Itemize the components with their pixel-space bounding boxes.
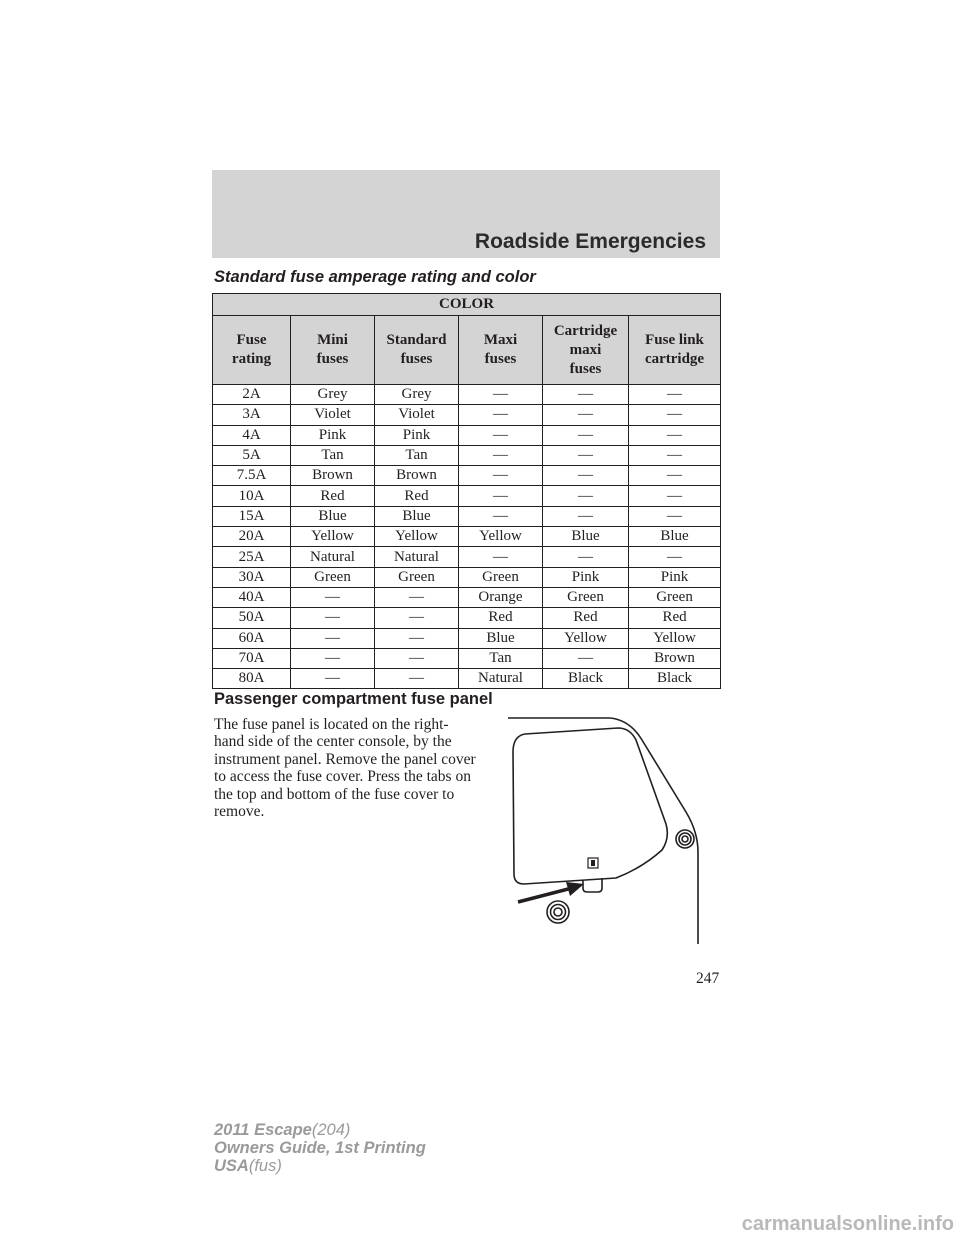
table-cell: Red: [543, 608, 629, 628]
table-cell: —: [291, 669, 375, 689]
table-cell: Red: [629, 608, 721, 628]
footer-print-info: [214, 1121, 426, 1175]
table-cell: Blue: [629, 527, 721, 547]
table-cell: Yellow: [629, 628, 721, 648]
table-cell: Grey: [375, 385, 459, 405]
table-cell: Green: [543, 587, 629, 607]
table-cell: 7.5A: [213, 466, 291, 486]
table-cell: Red: [375, 486, 459, 506]
table-cell: Blue: [543, 527, 629, 547]
table-row: [213, 527, 721, 547]
table-cell: —: [291, 587, 375, 607]
footer-market: USA: [214, 1157, 249, 1175]
table-cell: Violet: [291, 405, 375, 425]
table-cell: Pink: [375, 425, 459, 445]
console-outline: [508, 718, 698, 944]
table-cell: Black: [629, 669, 721, 689]
table-cell: Natural: [375, 547, 459, 567]
table-cell: Yellow: [543, 628, 629, 648]
table-cell: —: [543, 425, 629, 445]
table-cell: Green: [375, 567, 459, 587]
table-cell: —: [543, 445, 629, 465]
table-cell: —: [629, 506, 721, 526]
table-cell: —: [543, 648, 629, 668]
table-cell: —: [375, 587, 459, 607]
footer-model: 2011 Escape: [214, 1121, 312, 1139]
table-cell: —: [375, 628, 459, 648]
fuse-symbol-icon: [588, 858, 598, 868]
section-body-text: The fuse panel is located on the right-hand side of the center console, by the instrument panel. Remove the panel cover to access the fuse cover. Press the tabs on the top and bottom of the fuse cover to remove.: [214, 716, 476, 821]
table-cell: 50A: [213, 608, 291, 628]
table-cell: Brown: [291, 466, 375, 486]
table-row: [213, 648, 721, 668]
table-cell: Blue: [459, 628, 543, 648]
table-cell: —: [459, 506, 543, 526]
footer-model-code: (204): [311, 1121, 351, 1139]
table-cell: 10A: [213, 486, 291, 506]
table-cell: —: [629, 425, 721, 445]
table-row: [213, 506, 721, 526]
table-row: [213, 425, 721, 445]
table-cell: —: [543, 385, 629, 405]
table-cell: —: [459, 425, 543, 445]
table-cell: 70A: [213, 648, 291, 668]
column-header: Maxi fuses: [459, 316, 543, 385]
table-cell: —: [291, 628, 375, 648]
table-cell: 60A: [213, 628, 291, 648]
table-cell: Violet: [375, 405, 459, 425]
table-cell: Grey: [291, 385, 375, 405]
table-cell: —: [375, 669, 459, 689]
fuse-panel-illustration: [480, 712, 710, 957]
table-cell: —: [459, 385, 543, 405]
arrow-icon: [518, 882, 584, 902]
table-cell: —: [629, 486, 721, 506]
table-row: [213, 466, 721, 486]
table-cell: Brown: [375, 466, 459, 486]
table-cell: —: [291, 648, 375, 668]
table-row: [213, 547, 721, 567]
column-header: Fuse link cartridge: [629, 316, 721, 385]
table-cell: Pink: [291, 425, 375, 445]
table-title: Standard fuse amperage rating and color: [214, 268, 536, 286]
table-cell: Green: [291, 567, 375, 587]
table-row: [213, 669, 721, 689]
table-cell: Pink: [543, 567, 629, 587]
section-header-band: [212, 170, 720, 258]
table-row: [213, 486, 721, 506]
table-cell: Natural: [291, 547, 375, 567]
table-cell: 20A: [213, 527, 291, 547]
table-cell: 15A: [213, 506, 291, 526]
table-cell: Blue: [375, 506, 459, 526]
table-row: [213, 587, 721, 607]
table-cell: Yellow: [291, 527, 375, 547]
footer-market-code: (fus): [248, 1157, 282, 1175]
table-row: [213, 405, 721, 425]
column-header: Standard fuses: [375, 316, 459, 385]
panel-cover: [513, 728, 667, 884]
table-row: [213, 608, 721, 628]
table-cell: Yellow: [375, 527, 459, 547]
page-number: 247: [696, 970, 720, 987]
table-cell: —: [543, 547, 629, 567]
table-cell: 40A: [213, 587, 291, 607]
table-cell: —: [459, 486, 543, 506]
column-header: Mini fuses: [291, 316, 375, 385]
table-cell: —: [291, 608, 375, 628]
table-cell: —: [375, 608, 459, 628]
table-cell: 80A: [213, 669, 291, 689]
table-row: [213, 628, 721, 648]
table-cell: Tan: [291, 445, 375, 465]
table-cell: Green: [629, 587, 721, 607]
table-cell: Red: [291, 486, 375, 506]
table-cell: 5A: [213, 445, 291, 465]
table-cell: —: [629, 547, 721, 567]
table-cell: —: [629, 385, 721, 405]
table-cell: —: [629, 405, 721, 425]
table-row: [213, 445, 721, 465]
table-cell: 4A: [213, 425, 291, 445]
section-title: Passenger compartment fuse panel: [214, 690, 493, 708]
fuse-color-table: [212, 293, 721, 689]
table-cell: Green: [459, 567, 543, 587]
column-header: Fuse rating: [213, 316, 291, 385]
table-cell: —: [629, 466, 721, 486]
table-cell: Tan: [375, 445, 459, 465]
table-cell: —: [543, 506, 629, 526]
footer-edition: Owners Guide, 1st Printing: [214, 1139, 426, 1157]
table-cell: Red: [459, 608, 543, 628]
table-group-header: COLOR: [213, 294, 721, 316]
table-cell: 30A: [213, 567, 291, 587]
table-cell: —: [543, 466, 629, 486]
table-cell: Black: [543, 669, 629, 689]
table-cell: Tan: [459, 648, 543, 668]
table-cell: —: [543, 405, 629, 425]
table-cell: —: [543, 486, 629, 506]
table-cell: —: [459, 445, 543, 465]
table-cell: 2A: [213, 385, 291, 405]
table-cell: Brown: [629, 648, 721, 668]
table-cell: Orange: [459, 587, 543, 607]
table-cell: Blue: [291, 506, 375, 526]
table-cell: 3A: [213, 405, 291, 425]
table-row: [213, 567, 721, 587]
table-cell: 25A: [213, 547, 291, 567]
table-cell: —: [459, 466, 543, 486]
table-cell: —: [459, 547, 543, 567]
table-cell: Pink: [629, 567, 721, 587]
column-header: Cartridge maxi fuses: [543, 316, 629, 385]
table-row: [213, 385, 721, 405]
table-cell: —: [459, 405, 543, 425]
section-header-title: Roadside Emergencies: [474, 230, 706, 253]
table-cell: —: [629, 445, 721, 465]
watermark-text: carmanualsonline.info: [741, 1213, 954, 1235]
table-cell: Natural: [459, 669, 543, 689]
table-cell: —: [375, 648, 459, 668]
table-cell: Yellow: [459, 527, 543, 547]
